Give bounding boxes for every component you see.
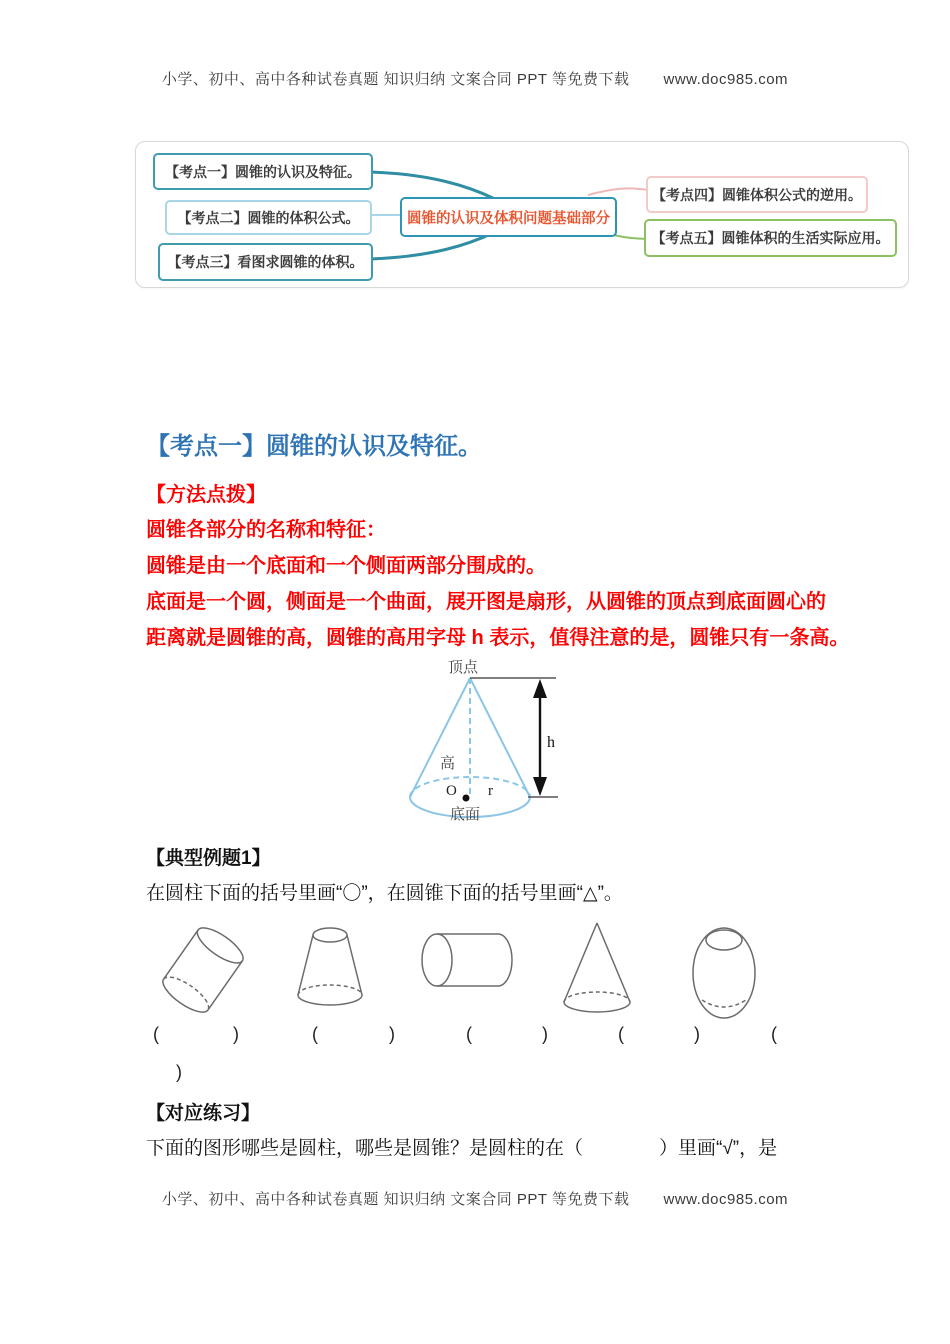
- connector-node1-center: [369, 172, 495, 199]
- apex-label: 顶点: [448, 659, 479, 676]
- example-title: 【典型例题1】: [146, 848, 271, 869]
- example-prompt: 在圆柱下面的括号里画“〇”，在圆锥下面的括号里画“△”。: [146, 883, 623, 904]
- page-footer: [0, 1188, 950, 1209]
- cone-diagram: [388, 658, 588, 830]
- answer-paren-close-5[interactable]: ): [176, 1062, 182, 1082]
- mindmap-node-topic2[interactable]: [165, 200, 372, 235]
- practice-title: 【对应练习】: [146, 1103, 261, 1124]
- base-label: 底面: [450, 806, 481, 823]
- answer-paren-open-5[interactable]: (: [771, 1024, 777, 1044]
- shapes-row: [140, 910, 820, 1022]
- mindmap-node-topic1-label: 【考点一】圆锥的认识及特征。: [165, 163, 361, 180]
- mindmap-node-topic3-label: 【考点三】看图求圆锥的体积。: [167, 254, 364, 270]
- footer-site-url: www.doc985.com: [663, 1191, 789, 1208]
- height-arrow-up-head: [533, 679, 547, 698]
- method-line-4: 距离就是圆锥的高，圆锥的高用字母 h 表示，值得注意的是，圆锥只有一条高。: [146, 627, 850, 649]
- height-label: 高: [440, 755, 456, 772]
- cone-left-side: [410, 678, 470, 797]
- cone-right-side: [470, 678, 530, 797]
- cone-shape: [564, 923, 630, 1012]
- mindmap: [135, 141, 909, 288]
- mindmap-node-topic4[interactable]: [646, 176, 868, 213]
- mindmap-center-node[interactable]: [400, 197, 617, 237]
- mindmap-node-topic1[interactable]: [153, 153, 373, 190]
- method-line-3: 底面是一个圆，侧面是一个曲面，展开图是扇形，从圆锥的顶点到底面圆心的: [146, 591, 826, 613]
- center-o-label: O: [446, 783, 457, 799]
- mindmap-node-topic5-label: 【考点五】圆锥体积的生活实际应用。: [651, 230, 890, 246]
- height-arrow-down-head: [533, 777, 547, 796]
- practice-prompt: 下面的图形哪些是圆柱，哪些是圆锥？是圆柱的在（ ）里画“√”，是: [146, 1138, 778, 1159]
- oval-shape: [693, 928, 755, 1018]
- horizontal-cylinder-shape: [422, 934, 512, 986]
- connector-center-node4: [588, 188, 648, 195]
- h-label: h: [547, 734, 555, 751]
- mindmap-center-label: 圆锥的认识及体积问题基础部分: [407, 210, 610, 227]
- answer-paren-open-2[interactable]: (: [312, 1024, 318, 1044]
- section-heading: 【考点一】圆锥的认识及特征。: [146, 433, 482, 460]
- mindmap-node-topic2-label: 【考点二】圆锥的体积公式。: [177, 209, 360, 226]
- answer-paren-close-4[interactable]: ): [694, 1024, 700, 1044]
- radius-r-label: r: [488, 783, 493, 799]
- header-site-url: www.doc985.com: [663, 71, 789, 88]
- mindmap-node-topic4-label: 【考点四】圆锥体积公式的逆用。: [652, 186, 862, 203]
- answer-paren-close-1[interactable]: ): [233, 1024, 239, 1044]
- answer-paren-open-3[interactable]: (: [466, 1024, 472, 1044]
- method-line-2: 圆锥是由一个底面和一个侧面两部分围成的。: [146, 555, 546, 577]
- answer-paren-close-3[interactable]: ): [542, 1024, 548, 1044]
- frustum-shape: [298, 928, 362, 1005]
- page-header: [0, 68, 950, 89]
- mindmap-node-topic3[interactable]: [158, 243, 373, 281]
- tilted-cylinder-shape: [158, 922, 248, 1019]
- answer-paren-close-2[interactable]: ): [389, 1024, 395, 1044]
- answer-paren-open-1[interactable]: (: [153, 1024, 159, 1044]
- method-line-1: 圆锥各部分的名称和特征：: [146, 519, 386, 541]
- footer-slogan: 小学、初中、高中各种试卷真题 知识归纳 文案合同 PPT 等免费下载: [161, 1191, 630, 1208]
- base-center-dot: [463, 795, 470, 802]
- answer-paren-open-4[interactable]: (: [618, 1024, 624, 1044]
- method-title: 【方法点拨】: [146, 484, 266, 506]
- mindmap-node-topic5[interactable]: [644, 219, 897, 257]
- header-slogan: 小学、初中、高中各种试卷真题 知识归纳 文案合同 PPT 等免费下载: [161, 71, 630, 88]
